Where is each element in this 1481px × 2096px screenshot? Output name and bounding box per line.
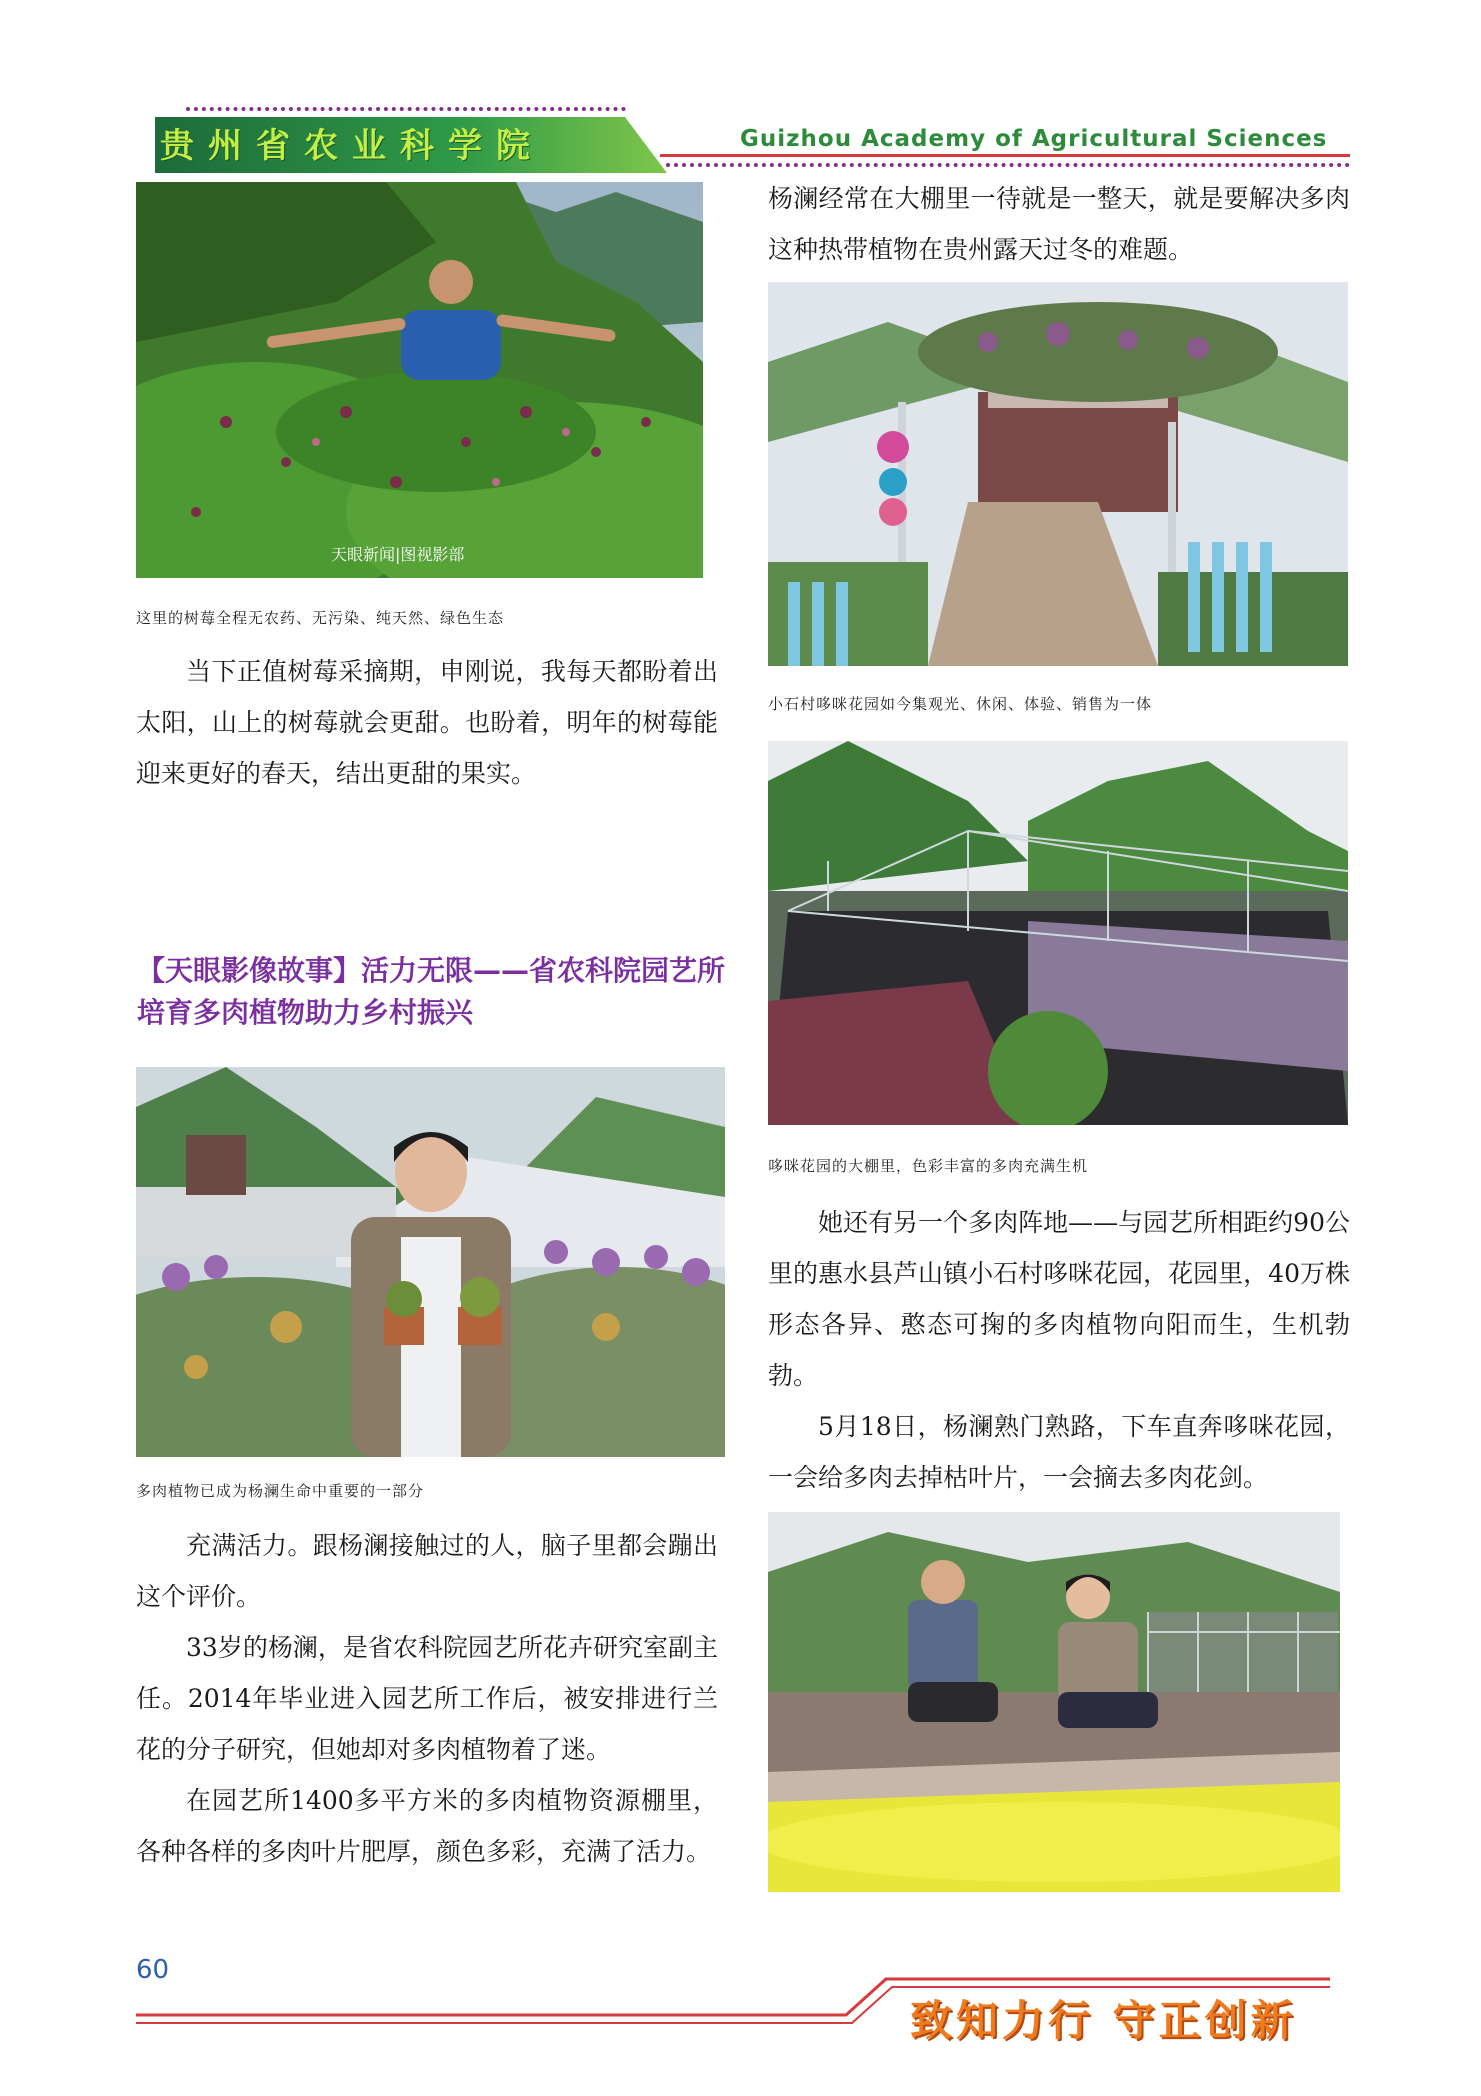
footer-slogan: 致知力行 守正创新	[910, 1996, 1297, 2045]
caption-raspberry: 这里的树莓全程无农药、无污染、纯天然、绿色生态	[136, 609, 505, 627]
header-dotted-line-bottom	[666, 163, 1350, 167]
photo-tending-succulents	[768, 1512, 1340, 1892]
caption-woman: 多肉植物已成为杨澜生命中重要的一部分	[136, 1482, 425, 1500]
caption-greenhouse: 哆咪花园的大棚里，色彩丰富的多肉充满生机	[768, 1157, 1089, 1175]
photo-raspberry-field	[136, 182, 703, 578]
page-number: 60	[136, 1955, 170, 1985]
paragraph-resource-shed: 在园艺所1400多平方米的多肉植物资源棚里，各种各样的多肉叶片肥厚，颜色多彩，充满了活力。	[136, 1786, 718, 1866]
header-red-rule	[660, 154, 1350, 157]
caption-garden-entrance: 小石村哆咪花园如今集观光、休闲、体验、销售为一体	[768, 695, 1153, 713]
article-heading: 【天眼影像故事】活力无限——省农科院园艺所培育多肉植物助力乡村振兴	[137, 954, 726, 1029]
paragraph-vitality: 充满活力。跟杨澜接触过的人，脑子里都会蹦出这个评价。	[136, 1531, 718, 1611]
paragraph-greenhouse-days: 杨澜经常在大棚里一待就是一整天，就是要解决多肉这种热带植物在贵州露天过冬的难题。	[768, 184, 1350, 264]
photo-greenhouse	[768, 741, 1348, 1125]
paragraph-raspberry: 当下正值树莓采摘期，申刚说，我每天都盼着出太阳，山上的树莓就会更甜。也盼着，明年的树莓能迎来更好的春天，结出更甜的果实。	[136, 657, 718, 788]
paragraph-may18: 5月18日，杨澜熟门熟路，下车直奔哆咪花园，一会给多肉去掉枯叶片，一会摘去多肉花剑。	[768, 1412, 1350, 1492]
header-dotted-line-top	[186, 107, 626, 111]
photo-garden-entrance	[768, 282, 1348, 666]
photo-watermark: 天眼新闻|图视影部	[331, 545, 465, 564]
photo-woman-succulents	[136, 1067, 725, 1457]
paragraph-yanglan-bio: 33岁的杨澜，是省农科院园艺所花卉研究室副主任。2014年毕业进入园艺所工作后，被安排进行兰花的分子研究，但她却对多肉植物着了迷。	[136, 1633, 718, 1764]
paragraph-domi-garden: 她还有另一个多肉阵地——与园艺所相距约90公里的惠水县芦山镇小石村哆咪花园，花园里，40万株形态各异、憨态可掬的多肉植物向阳而生，生机勃勃。	[768, 1208, 1350, 1390]
header-title-cn: 贵州省农业科学院	[160, 126, 544, 166]
header-title-en: Guizhou Academy of Agricultural Sciences	[740, 126, 1328, 152]
